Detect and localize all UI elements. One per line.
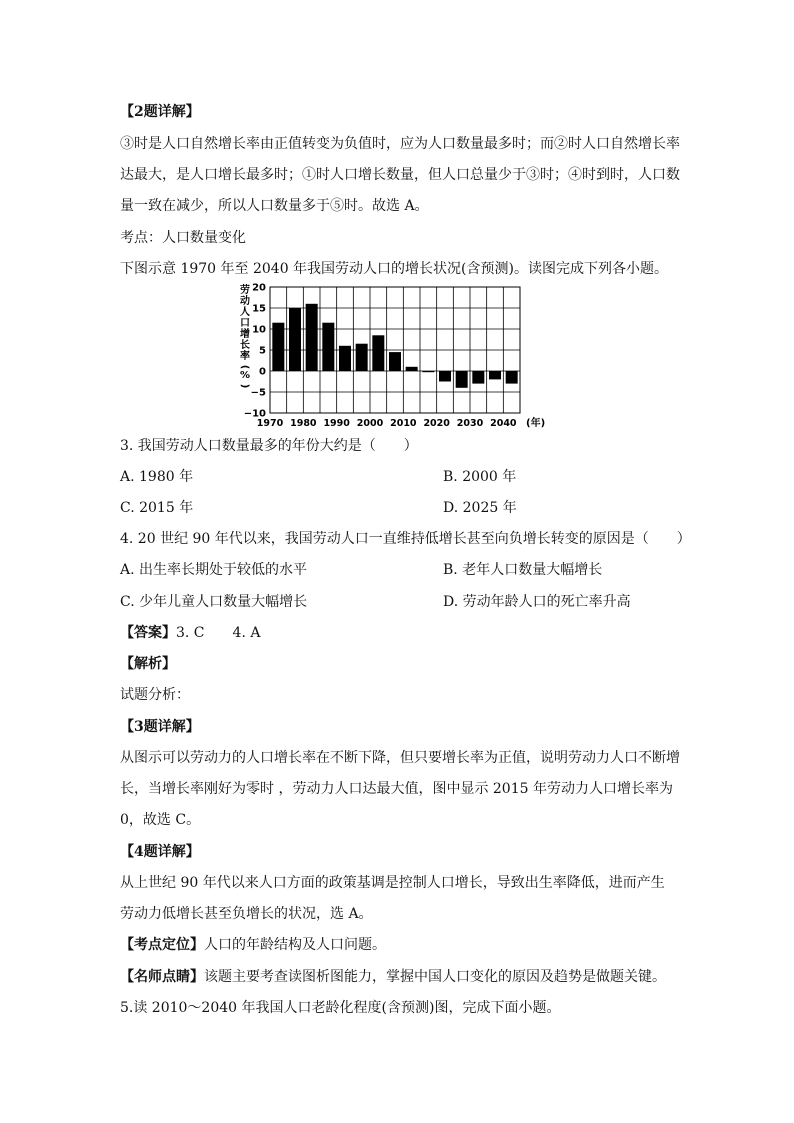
- mingshi-label: 【名师点睛】: [120, 969, 204, 985]
- ylabel-char: 增: [240, 329, 250, 340]
- mingshi-line: [120, 967, 666, 987]
- xtick-label: 2000: [356, 418, 384, 429]
- ytick-label: 5: [259, 345, 266, 357]
- ytick-label: 0: [259, 366, 266, 378]
- section2-kaodian: 考点：人口数量变化: [120, 230, 246, 246]
- q3-option-a[interactable]: A. 1980 年: [120, 469, 194, 485]
- kaodian-text: 人口的年龄结构及人口问题。: [204, 937, 386, 953]
- q3-option-b[interactable]: B. 2000 年: [443, 469, 517, 485]
- q3-detail-heading: 【3题详解】: [120, 719, 200, 735]
- bar-1985: [322, 323, 334, 371]
- answer-3: 3. C: [176, 625, 205, 641]
- answer-4: 4. A: [232, 625, 261, 641]
- q4-option-b[interactable]: B. 老年人口数量大幅增长: [443, 562, 603, 578]
- chart-bars: [272, 304, 517, 388]
- ylabel-char: ): [239, 383, 250, 389]
- chart-xticks: [257, 418, 517, 429]
- xtick-label: 2040: [490, 418, 517, 429]
- analysis-sub: 试题分析：: [120, 687, 190, 703]
- ylabel-char: 率: [240, 351, 250, 362]
- bar-2005: [389, 352, 401, 371]
- xtick-label: 2030: [456, 418, 484, 429]
- bar-1975: [289, 308, 301, 371]
- xtick-label: 1970: [256, 418, 284, 429]
- q4-detail-line-1: 从上世纪 90 年代以来人口方面的政策基调是控制人口增长，导致出生率降低，进而产生: [120, 875, 665, 891]
- q3-detail-line-3: 0，故选 C。: [120, 812, 201, 828]
- xtick-label: 2020: [423, 418, 450, 429]
- ylabel-char: (: [239, 364, 250, 370]
- ytick-label: −5: [250, 387, 266, 399]
- analysis-heading: 【解析】: [120, 656, 176, 672]
- ytick-label: 10: [252, 324, 266, 336]
- q3-option-c[interactable]: C. 2015 年: [120, 500, 194, 516]
- mingshi-text: 该题主要考查读图析图能力，掌握中国人口变化的原因及趋势是做题关键。: [204, 969, 666, 985]
- bar-2010: [406, 367, 418, 371]
- ytick-label: 15: [252, 303, 266, 315]
- chart-ylabel: [239, 283, 250, 388]
- q3-stem: 3. 我国劳动人口数量最多的年份大约是（ ）: [120, 438, 418, 454]
- section2-line-3: 量一致在减少，所以人口数量多于⑤时。故选 A。: [120, 198, 429, 214]
- q4-detail-heading: 【4题详解】: [120, 844, 200, 860]
- q4-stem: 4. 20 世纪 90 年代以来，我国劳动人口一直维持低增长甚至向负增长转变的原因是（ ）: [120, 531, 691, 547]
- bar-1980: [306, 304, 318, 371]
- q3-detail-line-2: 长，当增长率刚好为零时 ，劳动力人口达最大值，图中显示 2015 年劳动力人口增长率为: [120, 781, 673, 797]
- ytick-label: 20: [252, 283, 266, 294]
- q4-option-d[interactable]: D. 劳动年龄人口的死亡率升高: [443, 594, 631, 610]
- q5-stem: 5.读 2010～2040 年我国人口老龄化程度(含预测)图，完成下面小题。: [120, 1000, 561, 1016]
- ytick-label: −10: [243, 408, 266, 420]
- kaodian-line: [120, 935, 386, 955]
- section2-line-1: ③时是人口自然增长率由正值转变为负值时，应为人口数量最多时；而②时人口自然增长率: [120, 136, 680, 152]
- bar-1995: [356, 344, 368, 371]
- q3-detail-line-1: 从图示可以劳动力的人口增长率在不断下降，但只要增长率为正值，说明劳动力人口不断增: [120, 750, 680, 766]
- xtick-label: 1980: [290, 418, 317, 429]
- q3-option-d[interactable]: D. 2025 年: [443, 500, 517, 516]
- q4-detail-line-2: 劳动力低增长甚至负增长的状况，选 A。: [120, 906, 373, 922]
- section2-line-2: 达最大，是人口增长最多时；①时人口增长数量，但人口总量少于③时；④时到时，人口数: [120, 167, 680, 183]
- ylabel-char: 口: [240, 318, 250, 329]
- ylabel-char: 长: [240, 340, 250, 351]
- bar-1990: [339, 346, 351, 371]
- bar-2035: [489, 371, 501, 379]
- xtick-label: 1990: [323, 418, 350, 429]
- bar-2040: [506, 371, 518, 384]
- chart-xlabel: (年): [526, 418, 546, 429]
- answer-label: 【答案】: [120, 625, 176, 641]
- bar-2025: [456, 371, 468, 388]
- bar-2015: [422, 371, 434, 372]
- xtick-label: 2010: [390, 418, 417, 429]
- ylabel-char: 劳: [240, 285, 250, 296]
- chart-intro: 下图示意 1970 年至 2040 年我国劳动人口的增长状况(含预测)。读图完成下列各小题。: [120, 261, 668, 277]
- bar-2000: [372, 335, 384, 371]
- section2-heading: 【2题详解】: [120, 104, 200, 120]
- ylabel-char: %: [239, 370, 251, 381]
- bar-1970: [272, 323, 284, 371]
- labor-growth-chart: [232, 283, 572, 433]
- ylabel-char: 人: [240, 307, 250, 318]
- q4-option-c[interactable]: C. 少年儿童人口数量大幅增长: [120, 594, 308, 610]
- q4-option-a[interactable]: A. 出生率长期处于较低的水平: [120, 562, 308, 578]
- bar-2020: [439, 371, 451, 382]
- bar-2030: [472, 371, 484, 384]
- answer-line: [120, 623, 260, 643]
- kaodian-label: 【考点定位】: [120, 937, 204, 953]
- ylabel-char: 动: [240, 296, 250, 307]
